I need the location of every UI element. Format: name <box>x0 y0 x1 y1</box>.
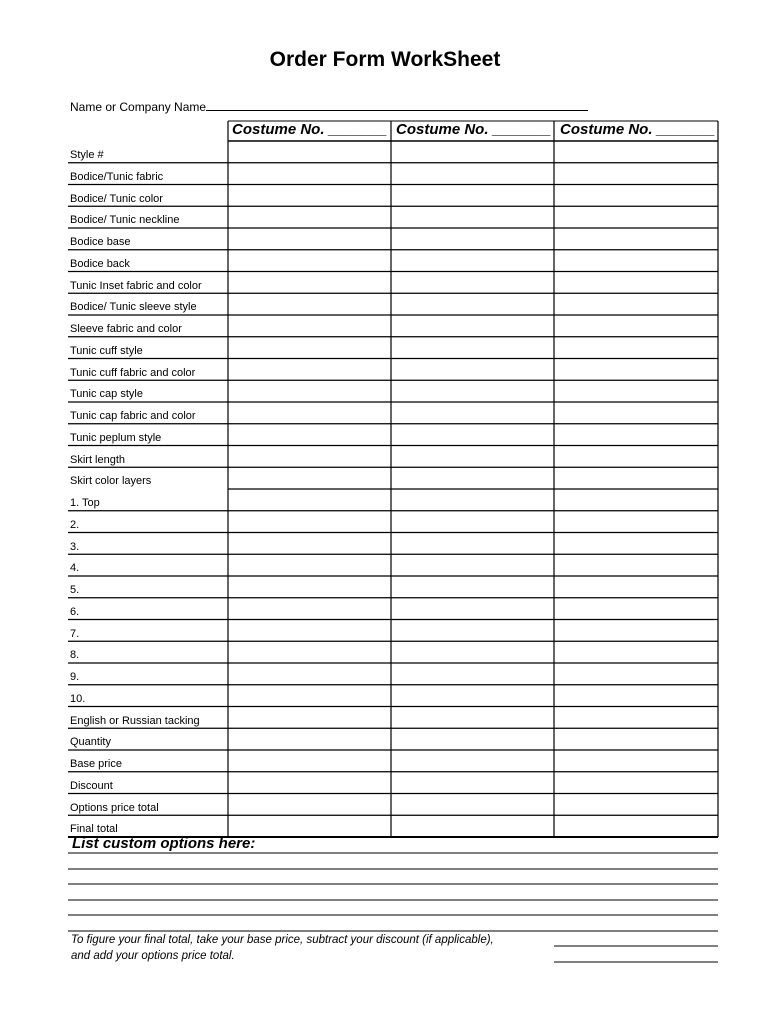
row-label: 2. <box>70 518 80 531</box>
row-label: Skirt color layers <box>70 475 152 488</box>
row-label: Tunic cuff style <box>70 344 143 357</box>
row-label: Bodice/ Tunic neckline <box>70 214 180 227</box>
row-label: Bodice base <box>70 236 131 248</box>
costume-column-header-3: Costume No. _______ <box>560 121 716 138</box>
row-label: Bodice/Tunic fabric <box>70 170 164 183</box>
row-label: Sleeve fabric and color <box>70 323 182 335</box>
row-label: Skirt length <box>70 453 126 466</box>
row-label: 9. <box>70 671 80 683</box>
row-label: 8. <box>70 649 80 662</box>
row-label: 3. <box>70 540 80 553</box>
row-label: Tunic cuff fabric and color <box>70 366 196 379</box>
row-label: 6. <box>70 605 80 618</box>
row-label: Tunic cap style <box>70 388 143 401</box>
row-label: 10. <box>70 692 86 705</box>
row-label: Final total <box>70 823 118 836</box>
row-label: Bodice back <box>70 257 130 270</box>
row-label: Style # <box>70 149 104 161</box>
footer-note-line-1: To figure your final total, take your base price, subtract your discount (if applicable), <box>71 934 494 946</box>
name-label: Name or Company Name <box>70 100 207 114</box>
row-label: 7. <box>70 627 80 640</box>
footer-note <box>71 932 551 964</box>
custom-options-heading: List custom options here: <box>72 835 256 852</box>
row-label: Bodice/ Tunic color <box>70 192 163 205</box>
row-label: Tunic peplum style <box>70 431 162 444</box>
row-label: Discount <box>70 779 113 792</box>
row-label: Quantity <box>70 736 111 749</box>
footer-note-line-2: and add your options price total. <box>71 950 235 962</box>
row-label: 1. Top <box>70 497 100 509</box>
row-label: Options price total <box>70 801 159 814</box>
row-label: Tunic cap fabric and color <box>70 410 196 422</box>
row-label: 4. <box>70 562 80 575</box>
costume-column-header-2: Costume No. _______ <box>396 121 552 138</box>
row-label: Base price <box>70 758 122 770</box>
row-label: 5. <box>70 584 80 596</box>
costume-column-header-1: Costume No. _______ <box>232 121 388 138</box>
row-label: Bodice/ Tunic sleeve style <box>70 301 197 314</box>
row-label: English or Russian tacking <box>70 714 200 727</box>
row-label: Tunic Inset fabric and color <box>70 279 202 292</box>
page-title: Order Form WorkSheet <box>269 48 501 71</box>
